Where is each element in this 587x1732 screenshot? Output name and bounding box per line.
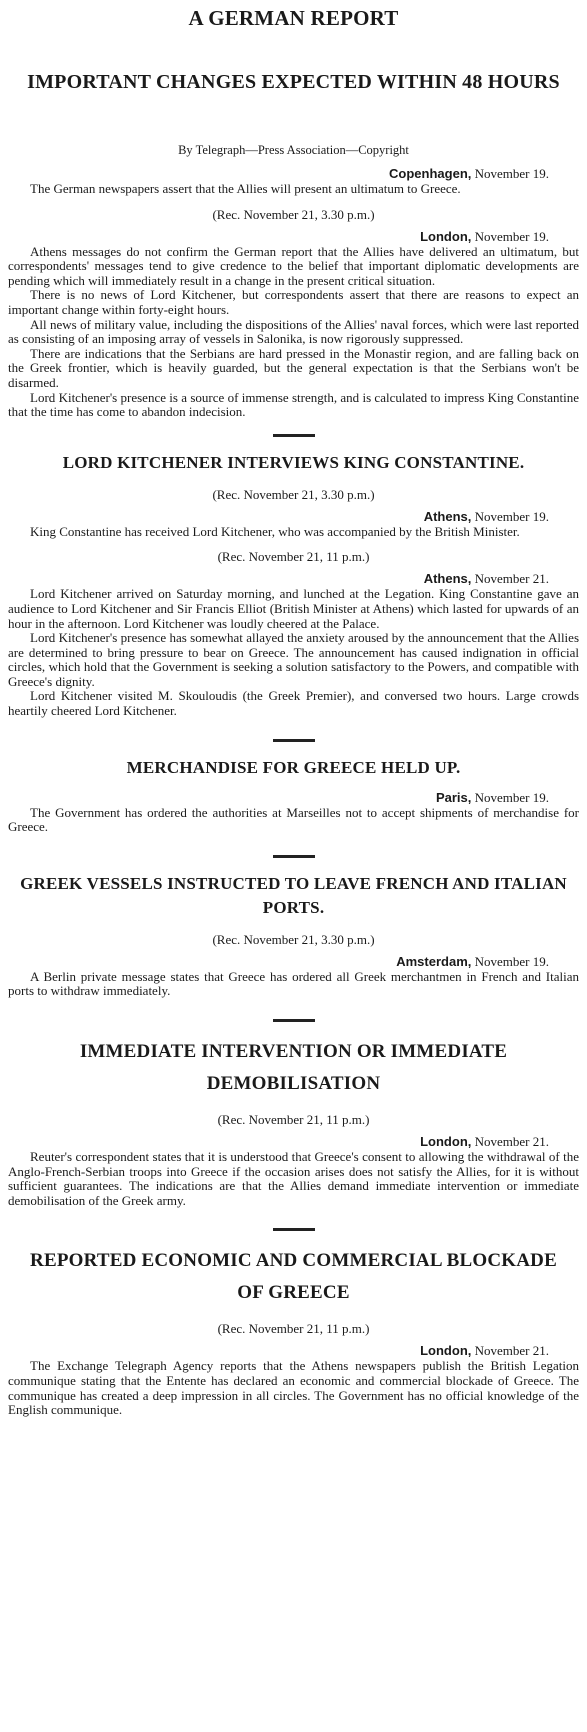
article-paragraph: Lord Kitchener's presence is a source of immense strength, and is calculated to impress King Constantine that the time has come to abandon indecision. (8, 389, 579, 420)
dateline (0, 571, 587, 587)
article-paragraph: The Government has ordered the authorities at Marseilles not to accept shipments of merchandise for Greece. (8, 804, 579, 835)
dateline-place: Paris, (435, 789, 472, 805)
main-title: A GERMAN REPORT (188, 6, 399, 30)
dateline (0, 790, 587, 806)
dateline-date: November 19. (474, 166, 549, 181)
dateline (0, 166, 587, 182)
article-paragraph: A Berlin private message states that Greece has ordered all Greek merchantmen in French and Italian ports to withdraw immediately. (8, 968, 579, 999)
section-heading: MERCHANDISE FOR GREECE HELD UP. (126, 757, 461, 777)
article-sections (0, 166, 587, 1424)
article-section (0, 166, 587, 426)
dateline-date: November 21. (474, 1343, 549, 1359)
dateline (0, 509, 587, 525)
dateline (0, 1343, 587, 1359)
dateline (0, 229, 587, 245)
article-paragraph: The German newspapers assert that the Allies will present an ultimatum to Greece. (30, 181, 461, 196)
article-paragraph: Lord Kitchener visited M. Skouloudis (the Greek Premier), and conversed two hours. Large crowds heartily cheered Lord Kitchener. (8, 688, 579, 719)
received-time: (Rec. November 21, 11 p.m.) (217, 549, 370, 565)
dateline-date: November 19. (474, 508, 549, 524)
article-paragraph: Athens messages do not confirm the German report that the Allies have delivered an ultimatum, but correspondents' messages tend to give credence to the belief that important diplomatic developments are pending which will immediately result in a change in the present critical situation. (8, 243, 579, 288)
section-heading: GREEK VESSELS INSTRUCTED TO LEAVE FRENCH AND ITALIAN PORTS. (20, 873, 567, 917)
received-time: (Rec. November 21, 3.30 p.m.) (212, 206, 375, 222)
dateline-place: London, (420, 1343, 472, 1359)
dateline-place: London, (420, 228, 472, 244)
article-section (0, 1228, 587, 1423)
article-paragraph: The Exchange Telegraph Agency reports that the Athens newspapers publish the British Legation communique stating that the Entente has declared an economic and commercial blockade of Greece. The communique has created a deep impression in all circles. The Government has no official knowledge of the English communique. (8, 1358, 579, 1418)
section-heading: LORD KITCHENER INTERVIEWS KING CONSTANTINE. (62, 452, 525, 472)
subtitle: IMPORTANT CHANGES EXPECTED WITHIN 48 HOURS (27, 71, 560, 93)
received-time: (Rec. November 21, 3.30 p.m.) (212, 486, 375, 502)
dateline-date: November 21. (474, 571, 549, 587)
article-paragraph: Lord Kitchener's presence has somewhat allayed the anxiety aroused by the announcement that the Allies are determined to bring pressure to bear on Greece. The announcement has caused indignation in official circles, which hold that the Government is seeking a solution satisfactory to the Powers, and compatible with Greece's dignity. (8, 630, 579, 689)
section-heading: REPORTED ECONOMIC AND COMMERCIAL BLOCKADE OF GREECE (30, 1250, 557, 1304)
dateline (0, 1134, 587, 1150)
article-section (0, 434, 587, 725)
article-paragraph: Lord Kitchener arrived on Saturday morning, and lunched at the Legation. King Constantine gave an audience to Lord Kitchener and Sir Francis Elliot (British Minister at Athens) which lasted for upwards of an hour in the afternoon. Lord Kitchener was loudly cheered at the Palace. (8, 586, 579, 631)
byline: By Telegraph—Press Association—Copyright (178, 143, 409, 157)
article-section (0, 739, 587, 841)
dateline-place: Amsterdam, (396, 953, 472, 969)
dateline-place: Athens, (423, 508, 472, 524)
received-time: (Rec. November 21, 11 p.m.) (217, 1112, 370, 1128)
article-section (0, 855, 587, 1005)
dateline-date: November 19. (474, 953, 549, 969)
dateline-date: November 19. (474, 789, 549, 805)
article-paragraph: There are indications that the Serbians are hard pressed in the Monastir region, and are falling back on the Greek frontier, which is heavily guarded, but the general expectation is that the Serbians won't be disarmed. (8, 345, 579, 390)
received-time: (Rec. November 21, 3.30 p.m.) (212, 931, 375, 947)
dateline-date: November 19. (474, 228, 549, 244)
dateline (0, 954, 587, 970)
article-section (0, 1019, 587, 1214)
received-time: (Rec. November 21, 11 p.m.) (217, 1321, 370, 1337)
section-divider (273, 1019, 315, 1022)
dateline-place: Copenhagen, (389, 166, 472, 181)
section-heading: IMMEDIATE INTERVENTION OR IMMEDIATE DEMOBILISATION (79, 1041, 508, 1095)
article-paragraph: All news of military value, including the dispositions of the Allies' naval forces, which were last reported as consisting of an imposing array of vessels in Salonika, is now rigorously suppressed. (8, 316, 579, 347)
article-paragraph: King Constantine has received Lord Kitchener, who was accompanied by the British Minister. (30, 523, 520, 539)
article-paragraph: There is no news of Lord Kitchener, but correspondents assert that there are reasons to expect an important change within forty-eight hours. (8, 287, 579, 317)
article-paragraph: Reuter's correspondent states that it is understood that Greece's consent to allowing the withdrawal of the Anglo-French-Serbian troops into Greece if the occasion arises does not satisfy the Allies, for it is without sufficient guarantees. The indications are that the Allies demand immediate intervention or immediate demobilisation of the Greek army. (8, 1149, 579, 1208)
section-divider (273, 739, 315, 742)
dateline-place: London, (420, 1134, 472, 1150)
section-divider (273, 434, 315, 437)
section-divider (273, 1228, 315, 1231)
dateline-place: Athens, (423, 571, 472, 587)
dateline-date: November 21. (474, 1134, 549, 1150)
section-divider (273, 855, 315, 858)
